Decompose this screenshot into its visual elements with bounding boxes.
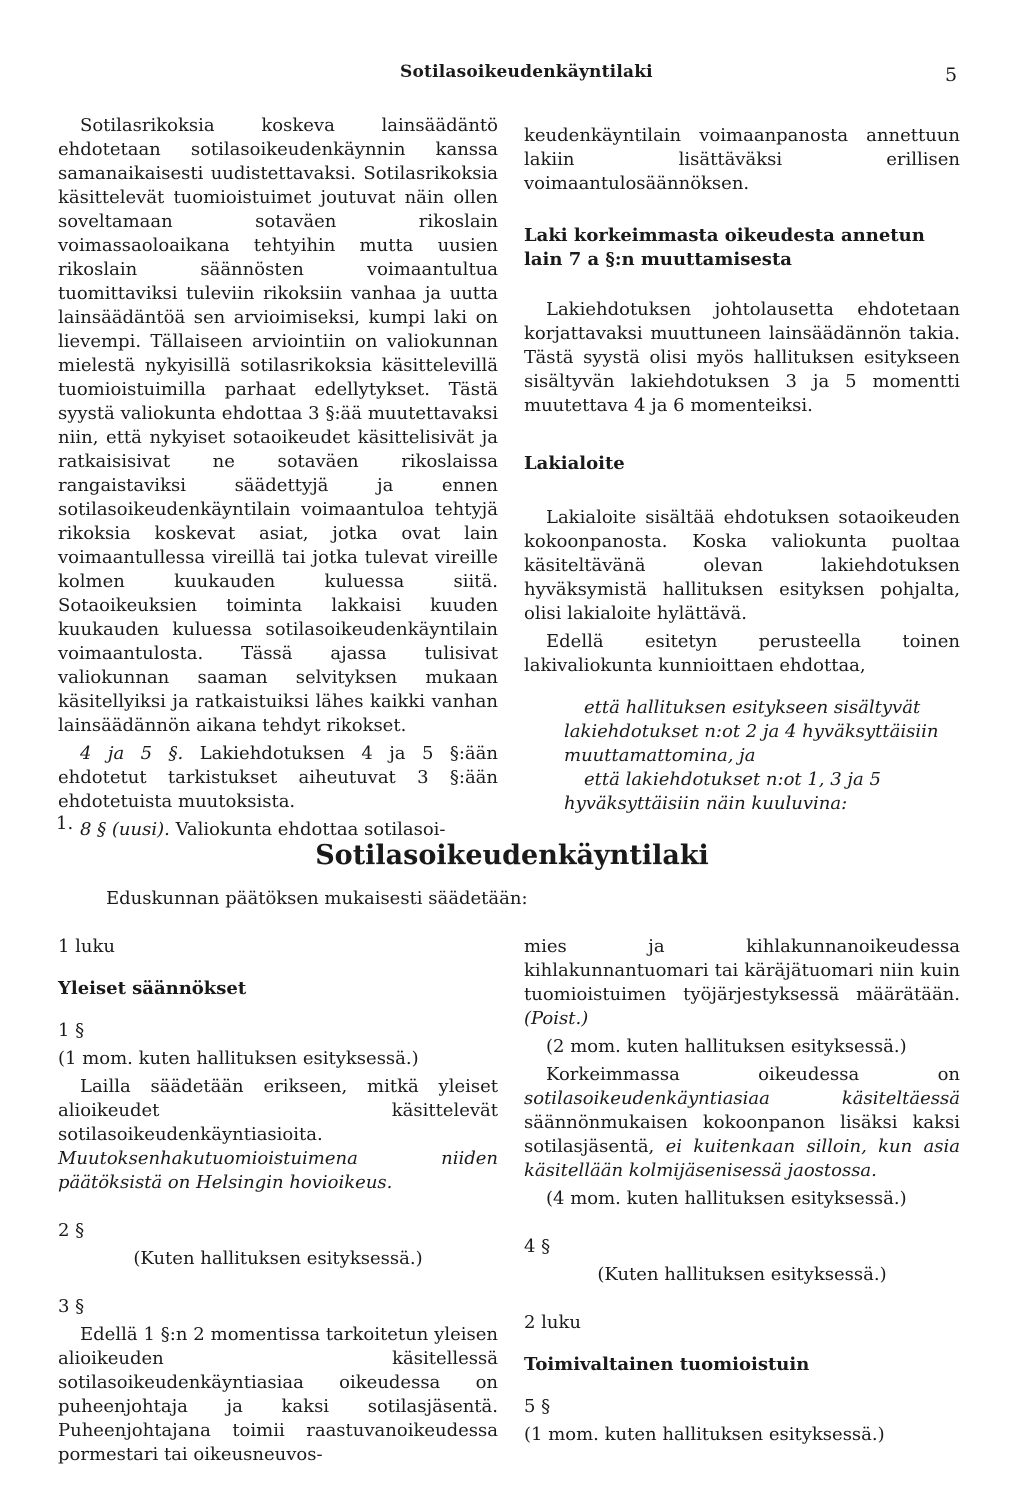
proposal-quote bbox=[564, 696, 960, 816]
amendment-text: ei kuitenkaan silloin, kun asia käsitellään kolmijäsenisessä jaostossa. bbox=[524, 1136, 960, 1181]
top-right-column bbox=[524, 124, 960, 816]
page-header bbox=[0, 62, 1024, 92]
chapter-number: 2 luku bbox=[524, 1312, 582, 1333]
top-left-column bbox=[58, 114, 498, 846]
section-note: (2 mom. kuten hallituksen esityksessä.) bbox=[546, 1036, 907, 1057]
quote-line: hyväksyttäisiin näin kuuluvina: bbox=[564, 793, 848, 814]
chapter-title: Toimivaltainen tuomioistuin bbox=[524, 1354, 810, 1375]
section-ref: 8 § (uusi). bbox=[80, 819, 170, 840]
paragraph bbox=[58, 1075, 498, 1195]
quote-line: että lakiehdotukset n:ot 1, 3 ja 5 bbox=[584, 769, 881, 790]
section-number: 5 § bbox=[524, 1396, 551, 1417]
paragraph-text: säännönmukaisen kokoonpanon lisäksi kaksi sotilasjäsentä, bbox=[524, 1112, 960, 1157]
section-heading: Laki korkeimmasta oikeudesta annetun lain 7 a §:n muuttamisesta bbox=[524, 225, 925, 270]
quote-line: lakiehdotukset n:ot 2 ja 4 hyväksyttäisiin muuttamattomina, ja bbox=[564, 721, 939, 766]
amendment-text: Muutoksenhakutuomioistuimena niiden päätöksistä on Helsingin hovioikeus. bbox=[58, 1148, 498, 1193]
section-note: (1 mom. kuten hallituksen esityksessä.) bbox=[58, 1048, 419, 1069]
section-ref: 4 ja 5 §. bbox=[80, 743, 184, 764]
section-number: 4 § bbox=[524, 1236, 551, 1257]
section-note: (Kuten hallituksen esityksessä.) bbox=[133, 1248, 423, 1269]
law-number: 1. bbox=[56, 813, 74, 834]
paragraph-text: Lakiehdotuksen 4 ja 5 §:ään ehdotetut tarkistukset aiheutuvat 3 §:ään ehdotetuista muutoksista. bbox=[58, 743, 498, 812]
paragraph: Lakialoite sisältää ehdotuksen sotaoikeuden kokoonpanosta. Koska valiokunta puoltaa käsiteltävänä olevan lakiehdotuksen hyväksymistä hallituksen esityksen pohjalta, olisi lakialoite hylättävä. bbox=[524, 507, 960, 624]
amendment-text: (Poist.) bbox=[524, 1008, 589, 1029]
paragraph bbox=[58, 818, 498, 842]
page-number: 5 bbox=[945, 64, 958, 86]
amendment-text: sotilasoikeudenkäyntiasiaa käsiteltäessä bbox=[524, 1088, 960, 1109]
paragraph: Edellä 1 §:n 2 momentissa tarkoitetun yleisen alioikeuden käsitellessä sotilasoikeudenkäyntiasiaa oikeudessa on puheenjohtaja ja kaksi sotilasjäsentä. Puheenjohtajana toimii raastuvanoikeudessa pormestari tai oikeusneuvos- bbox=[58, 1324, 498, 1465]
paragraph: Sotilasrikoksia koskeva lainsäädäntö ehdotetaan sotilasoikeudenkäynnin kanssa samanaikaisesti uudistettavaksi. Sotilasrikoksia käsittelevät tuomioistuimet joutuvat näin ollen soveltamaan sotaväen rikoslain voimassaoloaikana tehtyihin mutta uusien rikoslain säännösten voimaantultua tuomittaviksi tuleviin rikoksiin vanhaa ja uutta lainsäädäntöä sen arvioimiseksi, kumpi laki on lievempi. Tällaiseen arviointiin on valiokunnan mielestä nykyisillä sotilasrikoksia käsittelevillä tuomioistuimilla parhaat edellytykset. Tästä syystä valiokunta ehdottaa 3 §:ää muutettavaksi niin, että nykyiset sotaoikeudet käsittelisivät ja ratkaisisivat ne sotaväen rikoslaissa rangaistaviksi säädettyjä ja ennen sotilasoikeudenkäyntilain voimaantuloa tehtyjä rikoksia koskevat asiat, jotka ovat lain voimaantullessa vireillä tai jotka tulevat vireille kolmen kuukauden kuluessa siitä. Sotaoikeuksien toiminta lakkaisi kuuden kuukauden kuluessa sotilasoikeudenkäyntilain voimaantulosta. Tässä ajassa tulisivat valiokunnan saaman selvityksen mukaan käsitellyiksi ja ratkaistuiksi lähes kaikki vanhan lainsäädännön aikana tehdyt rikokset. bbox=[58, 115, 498, 736]
paragraph-text: Valiokunta ehdottaa sotilasoi- bbox=[169, 819, 446, 840]
section-number: 2 § bbox=[58, 1220, 85, 1241]
spacer bbox=[524, 1381, 960, 1395]
paragraph: keudenkäyntilain voimaanpanosta annettuun lakiin lisättäväksi erillisen voimaantulosäännöksen. bbox=[524, 125, 960, 194]
section-heading: Lakialoite bbox=[524, 453, 625, 474]
running-title: Sotilasoikeudenkäyntilaki bbox=[400, 62, 653, 82]
spacer bbox=[524, 1339, 960, 1353]
section-note: (1 mom. kuten hallituksen esityksessä.) bbox=[524, 1424, 885, 1445]
section-note: (4 mom. kuten hallituksen esityksessä.) bbox=[546, 1188, 907, 1209]
spacer bbox=[58, 1199, 498, 1219]
law-title: Sotilasoikeudenkäyntilaki bbox=[315, 840, 709, 871]
paragraph bbox=[524, 935, 960, 1031]
spacer bbox=[524, 1215, 960, 1235]
paragraph-text: Lailla säädetään erikseen, mitkä yleiset alioikeudet käsittelevät sotilasoikeudenkäyntiasioita. bbox=[58, 1076, 498, 1145]
section-note: (Kuten hallituksen esityksessä.) bbox=[597, 1264, 887, 1285]
quote-line: että hallituksen esitykseen sisältyvät bbox=[584, 697, 921, 718]
spacer bbox=[58, 963, 498, 977]
chapter-number: 1 luku bbox=[58, 936, 116, 957]
spacer bbox=[58, 1005, 498, 1019]
paragraph bbox=[58, 742, 498, 814]
paragraph: Edellä esitetyn perusteella toinen lakivaliokunta kunnioittaen ehdottaa, bbox=[524, 631, 960, 676]
bottom-right-column bbox=[524, 935, 960, 1451]
paragraph-text: mies ja kihlakunnanoikeudessa kihlakunnantuomari tai käräjätuomari niin kuin tuomioistuimen työjärjestyksessä määrätään. bbox=[524, 936, 960, 1005]
enactment-clause: Eduskunnan päätöksen mukaisesti säädetään: bbox=[106, 888, 528, 909]
paragraph: Lakiehdotuksen johtolausetta ehdotetaan korjattavaksi muuttuneen lainsäädännön takia. Tästä syystä olisi myös hallituksen esitykseen sisältyvän lakiehdotuksen 3 ja 5 momentti muutettava 4 ja 6 momenteiksi. bbox=[524, 299, 960, 416]
chapter-title: Yleiset säännökset bbox=[58, 978, 247, 999]
bottom-left-column bbox=[58, 935, 498, 1471]
paragraph-text: Korkeimmassa oikeudessa on bbox=[546, 1064, 960, 1085]
section-number: 3 § bbox=[58, 1296, 85, 1317]
paragraph bbox=[524, 1063, 960, 1183]
spacer bbox=[58, 1275, 498, 1295]
spacer bbox=[524, 1291, 960, 1311]
section-number: 1 § bbox=[58, 1020, 85, 1041]
